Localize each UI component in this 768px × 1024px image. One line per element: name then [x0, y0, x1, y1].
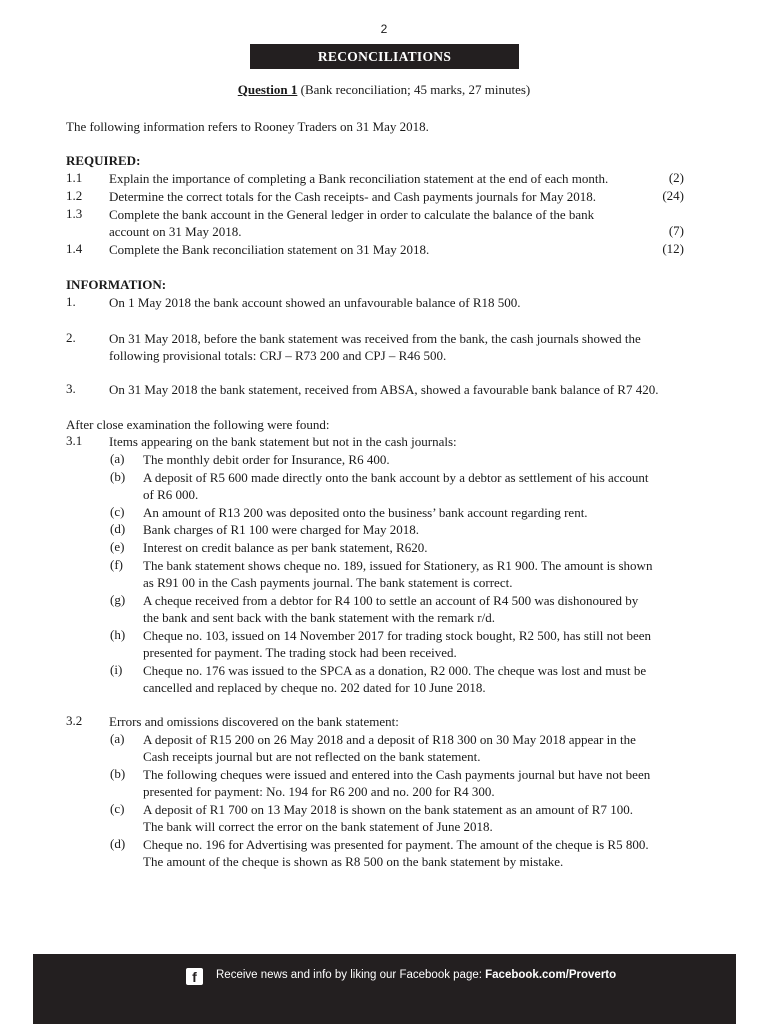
required-item-text: account on 31 May 2018.: [109, 224, 242, 239]
sub-item-letter: (i): [110, 662, 123, 677]
sub-item-text: A deposit of R15 200 on 26 May 2018 and a deposit of R18 300 on 30 May 2018 appear in the: [143, 732, 636, 747]
sub-item-text: A deposit of R5 600 made directly onto the bank account by a debtor as settlement of his account: [143, 470, 649, 485]
sub-item-text: The bank statement shows cheque no. 189, issued for Stationery, as R1 900. The amount is shown: [143, 558, 653, 573]
required-item-number: 1.2: [66, 188, 83, 203]
question-heading: [0, 82, 768, 98]
info-item-text: On 31 May 2018 the bank statement, received from ABSA, showed a favourable bank balance of R7 420.: [109, 382, 659, 397]
sub-item-text: Interest on credit balance as per bank statement, R620.: [143, 540, 428, 555]
sub-item-letter: (b): [110, 469, 126, 484]
required-item-text: Determine the correct totals for the Cash receipts- and Cash payments journals for May 2018.: [109, 189, 596, 204]
required-heading: REQUIRED:: [66, 153, 141, 168]
required-item-number: 1.4: [66, 241, 83, 256]
sub-item-text: An amount of R13 200 was deposited onto the business’ bank account regarding rent.: [143, 505, 588, 520]
sub-item-text: The bank will correct the error on the bank statement of June 2018.: [143, 819, 493, 834]
sub-item-text: The monthly debit order for Insurance, R6 400.: [143, 452, 390, 467]
sub-item-text: A cheque received from a debtor for R4 100 to settle an account of R4 500 was dishonoured by: [143, 593, 639, 608]
info-item-text: On 31 May 2018, before the bank statement was received from the bank, the cash journals showed the: [109, 331, 641, 346]
question-detail: (Bank reconciliation; 45 marks, 27 minutes): [297, 82, 531, 97]
intro-text: The following information refers to Rooney Traders on 31 May 2018.: [66, 119, 429, 134]
sub-item-letter: (c): [110, 801, 125, 816]
sub-item-letter: (d): [110, 836, 126, 851]
section-number: 3.1: [66, 433, 83, 448]
sub-item-text: presented for payment. The trading stock had been received.: [143, 645, 457, 660]
page-number: 2: [380, 22, 388, 36]
sub-item-text: cancelled and replaced by cheque no. 202 dated for 10 June 2018.: [143, 680, 486, 695]
facebook-link[interactable]: Facebook.com/Proverto: [485, 969, 617, 981]
sub-item-letter: (d): [110, 521, 126, 536]
required-item-number: 1.1: [66, 170, 83, 185]
sub-item-text: Bank charges of R1 100 were charged for May 2018.: [143, 522, 420, 537]
sub-item-letter: (c): [110, 504, 125, 519]
sub-item-text: as R91 00 in the Cash payments journal. The bank statement is correct.: [143, 575, 513, 590]
footer-message: Receive news and info by liking our Facebook page:: [216, 969, 486, 981]
sub-item-letter: (a): [110, 451, 125, 466]
section-title: Errors and omissions discovered on the bank statement:: [109, 714, 399, 729]
sub-item-text: Cheque no. 176 was issued to the SPCA as a donation, R2 000. The cheque was lost and must be: [143, 663, 647, 678]
required-item-text: Explain the importance of completing a Bank reconciliation statement at the end of each month.: [109, 171, 609, 186]
sub-item-text: The amount of the cheque is shown as R8 500 on the bank statement by mistake.: [143, 854, 564, 869]
info-item-text: following provisional totals: CRJ – R73 200 and CPJ – R46 500.: [109, 348, 447, 363]
examination-text: After close examination the following were found:: [66, 417, 330, 432]
sub-item-letter: (f): [110, 557, 123, 572]
info-item-text: On 1 May 2018 the bank account showed an unfavourable balance of R18 500.: [109, 295, 521, 310]
required-item-marks: (2): [668, 170, 684, 185]
sub-item-text: presented for payment: No. 194 for R6 200 and no. 200 for R4 300.: [143, 784, 495, 799]
sub-item-text: The following cheques were issued and entered into the Cash payments journal but have not been: [143, 767, 651, 782]
information-heading: INFORMATION:: [66, 277, 167, 292]
facebook-icon[interactable]: f: [186, 968, 203, 985]
footer-text: [216, 969, 616, 981]
required-item-marks: (12): [662, 241, 684, 256]
info-item-number: 1.: [66, 294, 76, 309]
sub-item-letter: (g): [110, 592, 126, 607]
required-item-marks: (7): [668, 223, 684, 238]
required-item-text: Complete the Bank reconciliation statement on 31 May 2018.: [109, 242, 430, 257]
sub-item-text: of R6 000.: [143, 487, 199, 502]
sub-item-letter: (e): [110, 539, 125, 554]
sub-item-text: the bank and sent back with the bank statement with the remark r/d.: [143, 610, 495, 625]
info-item-number: 2.: [66, 330, 76, 345]
section-title: Items appearing on the bank statement but not in the cash journals:: [109, 434, 457, 449]
sub-item-letter: (b): [110, 766, 126, 781]
section-number: 3.2: [66, 713, 83, 728]
required-item-marks: (24): [662, 188, 684, 203]
info-item-number: 3.: [66, 381, 76, 396]
question-label: Question 1: [237, 82, 298, 97]
required-item-text: Complete the bank account in the General ledger in order to calculate the balance of the bank: [109, 207, 595, 222]
section-banner: RECONCILIATIONS: [250, 44, 519, 69]
footer-bar: [33, 954, 736, 1024]
required-item-number: 1.3: [66, 206, 83, 221]
sub-item-letter: (h): [110, 627, 126, 642]
sub-item-text: Cash receipts journal but are not reflected on the bank statement.: [143, 749, 481, 764]
sub-item-letter: (a): [110, 731, 125, 746]
sub-item-text: A deposit of R1 700 on 13 May 2018 is shown on the bank statement as an amount of R7 100.: [143, 802, 633, 817]
sub-item-text: Cheque no. 196 for Advertising was presented for payment. The amount of the cheque is R5 800.: [143, 837, 649, 852]
sub-item-text: Cheque no. 103, issued on 14 November 2017 for trading stock bought, R2 500, has still not been: [143, 628, 652, 643]
